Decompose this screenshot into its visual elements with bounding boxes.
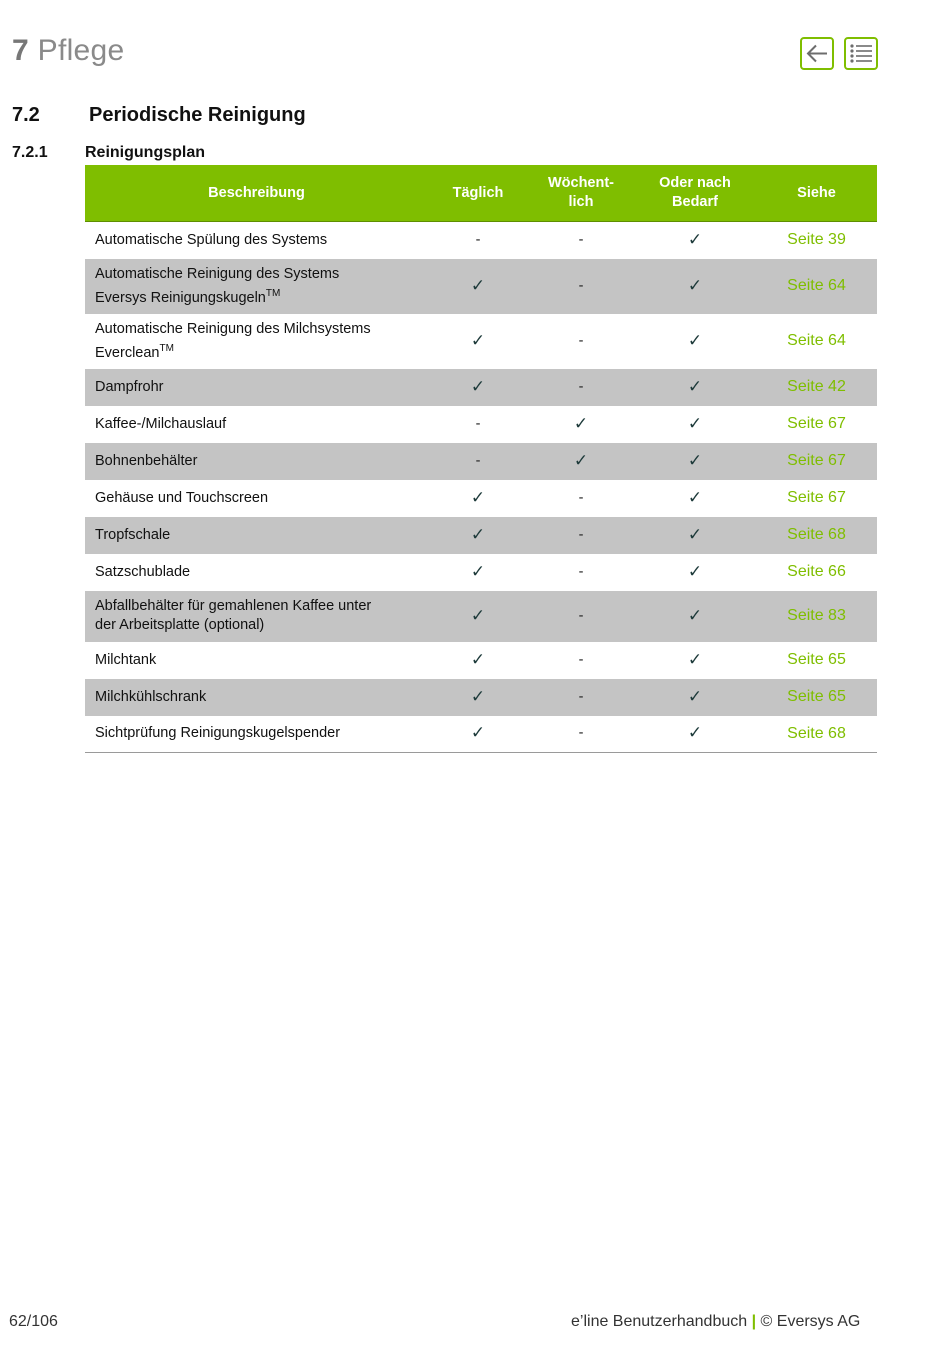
page-reference-link[interactable]: Seite 66 [787, 563, 846, 580]
row-description-line1: Abfallbehälter für gemahlenen Kaffee unter [95, 598, 372, 614]
table-row [85, 222, 877, 259]
cell-daily [428, 716, 528, 753]
checkmark-icon: ✓ [573, 413, 589, 433]
checkmark-icon: ✓ [687, 413, 703, 433]
cell-weekly [528, 554, 634, 591]
cell-daily [428, 222, 528, 259]
cell-weekly [528, 259, 634, 314]
chapter-number: 7 [12, 34, 29, 67]
cell-weekly [528, 591, 634, 642]
cell-as-needed [634, 679, 756, 716]
table-row [85, 591, 877, 642]
row-description-line1: Kaffee-/Milchauslauf [95, 415, 227, 432]
table-row [85, 259, 877, 314]
page-reference-link[interactable]: Seite 64 [787, 277, 846, 294]
cell-see [756, 716, 877, 753]
checkmark-icon: ✓ [687, 723, 703, 743]
cleaning-plan-table [85, 165, 877, 753]
dash-mark: - [578, 378, 584, 395]
arrow-left-icon [802, 39, 832, 68]
table-row [85, 554, 877, 591]
checkmark-icon: ✓ [470, 376, 486, 396]
subsection-number: 7.2.1 [12, 144, 48, 161]
cell-as-needed [634, 591, 756, 642]
cell-see [756, 259, 877, 314]
dash-mark: - [578, 688, 584, 705]
cell-daily [428, 369, 528, 406]
checkmark-icon: ✓ [470, 487, 486, 507]
dash-mark: - [475, 231, 481, 248]
row-description-line1: Automatische Spülung des Systems [95, 231, 328, 248]
checkmark-icon: ✓ [470, 686, 486, 706]
row-description [85, 369, 428, 406]
cell-weekly [528, 406, 634, 443]
trademark-mark: TM [265, 287, 281, 299]
page-number: 62/106 [9, 1313, 58, 1330]
cell-daily [428, 679, 528, 716]
cell-weekly [528, 679, 634, 716]
cell-see [756, 406, 877, 443]
table-row [85, 679, 877, 716]
cell-see [756, 369, 877, 406]
page-reference-link[interactable]: Seite 68 [787, 526, 846, 543]
table-row [85, 443, 877, 480]
cell-weekly [528, 314, 634, 369]
page-reference-link[interactable]: Seite 65 [787, 651, 846, 668]
section-title: Periodische Reinigung [89, 104, 306, 126]
cell-as-needed [634, 480, 756, 517]
checkmark-icon: ✓ [687, 686, 703, 706]
table-row [85, 716, 877, 753]
row-description-line1: Milchtank [95, 651, 157, 668]
cell-as-needed [634, 716, 756, 753]
cell-weekly [528, 443, 634, 480]
row-description-line2: Eversys Reinigungskugeln [95, 289, 266, 306]
cell-weekly [528, 716, 634, 753]
column-header-weekly-line1: Wöchent- [547, 175, 615, 191]
cell-as-needed [634, 222, 756, 259]
cell-see [756, 679, 877, 716]
checkmark-icon: ✓ [470, 649, 486, 669]
table-row [85, 517, 877, 554]
chapter-title [12, 34, 125, 68]
checkmark-icon: ✓ [470, 561, 486, 581]
dash-mark: - [578, 725, 584, 742]
cell-see [756, 517, 877, 554]
checkmark-icon: ✓ [687, 450, 703, 470]
cell-weekly [528, 369, 634, 406]
page-reference-link[interactable]: Seite 42 [787, 378, 846, 395]
cell-see [756, 480, 877, 517]
section-number: 7.2 [12, 104, 40, 126]
column-header-description: Beschreibung [85, 165, 428, 222]
cell-see [756, 554, 877, 591]
cell-as-needed [634, 369, 756, 406]
row-description [85, 517, 428, 554]
column-header-as-needed [634, 165, 756, 222]
row-description-line1: Sichtprüfung Reinigungskugelspender [95, 725, 341, 742]
footer-separator: | [751, 1313, 757, 1330]
column-header-see: Siehe [756, 165, 877, 222]
row-description-line2: Everclean [95, 344, 160, 361]
cell-daily [428, 591, 528, 642]
checkmark-icon: ✓ [687, 229, 703, 249]
row-description [85, 480, 428, 517]
cell-daily [428, 480, 528, 517]
dash-mark: - [578, 489, 584, 506]
dash-mark: - [578, 526, 584, 543]
subsection-title: Reinigungsplan [85, 144, 205, 161]
page-reference-link[interactable]: Seite 67 [787, 415, 846, 432]
page-reference-link[interactable]: Seite 68 [787, 724, 846, 742]
list-icon [846, 39, 876, 68]
column-header-weekly [528, 165, 634, 222]
column-header-as-needed-line2: Bedarf [672, 194, 718, 210]
back-button[interactable] [800, 37, 834, 70]
row-description [85, 591, 428, 642]
cell-see [756, 222, 877, 259]
cell-daily [428, 259, 528, 314]
table-row [85, 314, 877, 369]
dash-mark: - [578, 563, 584, 580]
checkmark-icon: ✓ [687, 524, 703, 544]
row-description-line1: Bohnenbehälter [95, 452, 198, 469]
table-row [85, 642, 877, 679]
trademark-mark: TM [159, 342, 174, 354]
page-reference-link[interactable]: Seite 39 [787, 231, 846, 249]
chapter-name: Pflege [37, 34, 125, 67]
table-row [85, 480, 877, 517]
cell-weekly [528, 222, 634, 259]
row-description-line1: Automatische Reinigung des Milchsystems [95, 320, 371, 337]
row-description [85, 314, 428, 369]
checkmark-icon: ✓ [687, 275, 703, 295]
row-description-line1: Milchkühlschrank [95, 688, 207, 705]
page-reference-link[interactable]: Seite 67 [787, 452, 846, 469]
table-row [85, 369, 877, 406]
dash-mark: - [475, 452, 481, 469]
row-description-line1: Satzschublade [95, 563, 191, 580]
row-description-line1: Dampfrohr [95, 378, 164, 395]
copyright: © Eversys AG [760, 1313, 861, 1330]
cell-weekly [528, 642, 634, 679]
cell-see [756, 642, 877, 679]
row-description [85, 443, 428, 480]
cell-see [756, 314, 877, 369]
row-description [85, 679, 428, 716]
checkmark-icon: ✓ [687, 605, 703, 625]
checkmark-icon: ✓ [687, 561, 703, 581]
row-description-line1: Gehäuse und Touchscreen [95, 489, 269, 506]
column-header-as-needed-line1: Oder nach [659, 175, 731, 191]
dash-mark: - [578, 332, 584, 349]
page-reference-link[interactable]: Seite 83 [787, 607, 846, 624]
cell-see [756, 591, 877, 642]
cell-daily [428, 554, 528, 591]
dash-mark: - [578, 231, 584, 248]
checkmark-icon: ✓ [470, 723, 486, 743]
table-header-row [85, 165, 877, 222]
checkmark-icon: ✓ [470, 605, 486, 625]
page-reference-link[interactable]: Seite 67 [787, 489, 846, 506]
column-header-daily: Täglich [428, 165, 528, 222]
table-of-contents-button[interactable] [844, 37, 878, 70]
row-description-line1: Tropfschale [95, 526, 171, 543]
cell-weekly [528, 517, 634, 554]
checkmark-icon: ✓ [687, 649, 703, 669]
cell-as-needed [634, 554, 756, 591]
checkmark-icon: ✓ [573, 450, 589, 470]
row-description [85, 406, 428, 443]
cell-daily [428, 314, 528, 369]
cell-as-needed [634, 259, 756, 314]
row-description-line1: Automatische Reinigung des Systems [95, 265, 340, 282]
cell-as-needed [634, 642, 756, 679]
column-header-weekly-line2: lich [568, 194, 594, 210]
footer-credit [571, 1313, 860, 1331]
row-description [85, 222, 428, 259]
cell-as-needed [634, 443, 756, 480]
row-description [85, 259, 428, 314]
row-description [85, 716, 428, 753]
row-description [85, 642, 428, 679]
manual-title: e’line Benutzerhandbuch [571, 1313, 748, 1330]
cell-as-needed [634, 517, 756, 554]
cell-as-needed [634, 406, 756, 443]
checkmark-icon: ✓ [687, 376, 703, 396]
dash-mark: - [578, 277, 584, 294]
checkmark-icon: ✓ [687, 487, 703, 507]
cell-daily [428, 406, 528, 443]
checkmark-icon: ✓ [687, 330, 703, 350]
dash-mark: - [578, 607, 584, 624]
cell-daily [428, 642, 528, 679]
cell-as-needed [634, 314, 756, 369]
cell-weekly [528, 480, 634, 517]
row-description [85, 554, 428, 591]
table-row [85, 406, 877, 443]
page-reference-link[interactable]: Seite 65 [787, 688, 846, 705]
row-description-line2: der Arbeitsplatte (optional) [95, 617, 265, 633]
cell-see [756, 443, 877, 480]
page-reference-link[interactable]: Seite 64 [787, 332, 846, 349]
checkmark-icon: ✓ [470, 330, 486, 350]
dash-mark: - [578, 651, 584, 668]
dash-mark: - [475, 415, 481, 432]
checkmark-icon: ✓ [470, 275, 486, 295]
cell-daily [428, 443, 528, 480]
checkmark-icon: ✓ [470, 524, 486, 544]
cell-daily [428, 517, 528, 554]
